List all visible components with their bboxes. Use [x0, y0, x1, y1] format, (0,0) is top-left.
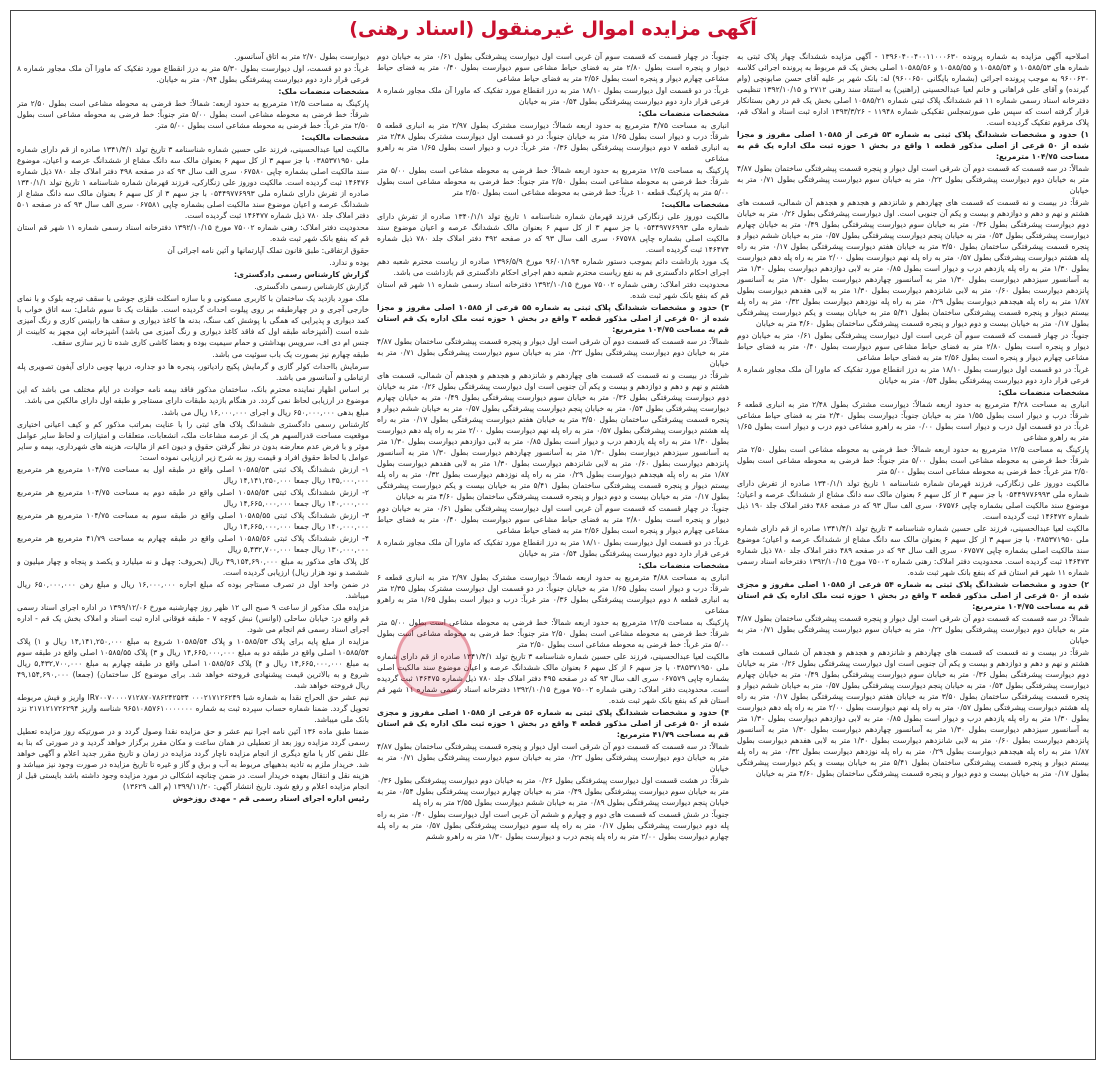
notice-paragraph: ۴- ارزش ششدانگ پلاک ثبتی ۱۰۵۸۵/۵۶ اصلی واقع در طبقه چهارم به مساحت ۴۱/۷۹ مترمربع هر مترمربع ۱۳۰,۰۰۰,۰۰۰ ریال جمعا ۵,۴۳۲,۷۰۰,۰۰۰ ریال [17, 534, 369, 554]
column-left [17, 51, 369, 1053]
notice-paragraph: ۲) حدود و مشخصات ششدانگ پلاک ثبتی به شماره ۵۴ فرعی از ۱۰۵۸۵ اصلی مفروز و مجزی شده از ۵۰ فرعی از اصلی مذکور قطعه ۳ واقع در بخش ۱ حوزه ثبت ملک اداره یک قم استان قم به مساحت ۱۰۴/۷۵ مترمربع: [737, 580, 1089, 611]
notice-paragraph: گزارش کارشناس رسمی دادگستری. [254, 282, 369, 291]
notice-paragraph: پارکینگ به مساحت ۱۲/۵ مترمربع به حدود اربعه شمالاً: خط فرضی به محوطه مشاعی است بطول ۵/۰۰ متر شرقاً: خط فرضی به محوطه مشاعی است بطول ۲/۵۰ متر جنوباً: خط فرضی به محوطه مشاعی است بطول ۵/۰۰ متر به پارکینگ قطعه ۱۰ غرباً: خط فرضی به محوطه مشاعی است بطول ۲/۵۰ متر [377, 166, 729, 197]
notice-paragraph: کل پلاک های مذکور به مبلغ ۴۹,۱۵۴,۶۹۰,۰۰۰ ریال (بحروف: چهل و نه میلیارد و یکصد و پنجاه و چهار میلیون و ششصد و نود هزار ریال) ارزیابی گردیده است. [17, 557, 369, 577]
notice-paragraph: شرقاً: در بیست و نه قسمت که قسمت های چهاردهم و شانزدهم و هجدهم و هجدهم آن شمالی قسمت های هشتم و نهم و دهم و دوازدهم و بیست و یکم آن جنوبی است اول دیوارست پیشرفتگی بطول ۰/۲۶ متر به خیابان دوم دیوارست پیشرفتگی بطول ۰/۳۶ متر به خیابان سوم دیوارست پیشرفتگی بطول ۰/۴۹ متر به خیابان چهارم دیوارست پیشرفتگی بطول ۰/۵۴ متر به خیابان پنجم دیوارست پیشرفتگی بطول ۰/۵۷ متر به خیابان ششم دیوار و پنجره قسمت پیشرفتگی ساختمان بطول ۳/۵۰ متر به خیابان هفتم دیوارست پیشرفتگی بطول ۰/۱۷ متر به راه پله هشتم دیوارست پیشرفتگی بطول ۰/۵۷ متر به راه پله نهم دیوارست بطول ۲/۰۰ متر به راه پله دهم دیوارست بطول ۱/۳۰ متر به راه پله یازدهم درب و دیوار است بطول ۰/۸۵ متر به لابی دوازدهم دیوارست بطول ۱/۳۰ متر به آسانسور سیزدهم دیوارست بطول ۱/۳۰ متر به آسانسور چهاردهم دیوارست بطول ۱/۳۰ متر به آسانسور پانزدهم دیوارست بطول ۰/۶۰ متر به لابی شانزدهم دیوارست بطول ۱/۳۰ متر به لابی هفدهم دیوارست بطول ۱/۸۷ متر به راه پله هیجدهم دیوارست بطول ۰/۲۹ متر به راه پله نوزدهم دیوارست بطول ۰/۳۲ متر به راه پله بیستم دیوار و پنجره قسمت پیشرفتگی ساختمان بطول ۵/۴۱ متر به خیابان بیست و یکم دیوارست پیشرفتگی بطول ۰/۱۷ متر به خیابان بیست و دوم دیوار و پنجره قسمت پیشرفتگی ساختمان بطول ۴/۶۰ متر به خیابان [737, 648, 1089, 778]
notice-body [17, 51, 1089, 1053]
notice-paragraph: محدودیت دفتر املاک: رهنی شماره ۷۵۰۰۲ مورخ ۱۳۹۲/۱۰/۱۵ دفترخانه اسناد رسمی شماره ۱۱ شهر قم استان قم که بنفع بانک شهر ثبت شده. [377, 280, 729, 300]
notice-paragraph: جنوباً: در چهار قسمت که قسمت سوم آن غربی است اول دیوارست پیشرفتگی بطول ۰/۶۱ متر به خیابان دوم دیوار و پنجره است بطول ۲/۸۰ متر به فضای حیاط مشاعی سوم دیوارست بطول ۰/۴۰ متر به فضای حیاط مشاعی چهارم دیوار و پنجره است بطول ۲/۵۶ متر به فضای حیاط مشاعی [737, 331, 1089, 362]
notice-paragraph: مشخصات مالکیت: [661, 200, 729, 209]
notice-paragraph: جنوباً: در شش قسمت که قسمت های دوم و چهارم و ششم آن غربی است اول دیوارست بطول ۰/۴۰ متر به راه پله دوم دیوارست پیشرفتگی بطول ۰/۱۷ متر به راه پله سوم دیوارست پیشرفتگی بطول ۰/۵۷ متر به راه پله چهارم دیوارست بطول ۲/۰۰ متر به راه پله پنجم درب و دیوارست بطول ۱/۳۰ متر به راهرو ششم [377, 810, 729, 841]
notice-page [10, 10, 1096, 1060]
notice-paragraph: ۱- ارزش ششدانگ پلاک ثبتی ۱۰۵۸۵/۵۳ اصلی واقع در طبقه اول به مساحت ۱۰۴/۷۵ مترمربع هر مترمربع ۱۳۵,۰۰۰,۰۰۰ ریال جمعا ۱۴,۱۴۱,۲۵۰,۰۰۰ ریال [17, 465, 369, 485]
notice-paragraph: ۲- ارزش ششدانگ پلاک ثبتی ۱۰۵۸۵/۵۴ اصلی واقع در طبقه دوم به مساحت ۱۰۴/۷۵ مترمربع هر مترمربع ۱۴۰,۰۰۰,۰۰۰ ریال جمعا ۱۴,۶۶۵,۰۰۰,۰۰۰ ریال [17, 488, 369, 508]
notice-paragraph: شمالاً: در سه قسمت که قسمت دوم آن شرقی است اول دیوار و پنجره قسمت پیشرفتگی ساختمان بطول ۴/۸۷ متر به خیابان دوم دیوارست پیشرفتگی بطول ۰/۲۲ متر به خیابان سوم دیوارست پیشرفتگی بطول ۰/۷۱ متر به خیابان [377, 337, 729, 368]
notice-paragraph: جنوباً: در چهار قسمت که قسمت سوم آن غربی است اول دیوارست پیشرفتگی بطول ۰/۶۱ متر به خیابان دوم دیوار و پنجره است بطول ۲/۸۰ متر به فضای حیاط مشاعی سوم دیوارست بطول ۰/۴۰ متر به فضای حیاط مشاعی چهارم دیوار و پنجره است بطول ۲/۵۶ متر به فضای حیاط مشاعی [377, 52, 729, 83]
notice-paragraph: غرباً: دو دو قسمت، اول دیوارست بطول ۵/۳۰ متر به درز انقطاع مورد تفکیک که ماورا آن ملک مجاور شماره ۸ فرعی قرار دارد دوم دیوارست پیشرفتگی بطول ۰/۹۴ متر به خیابان. [17, 64, 369, 84]
notice-header [11, 11, 1095, 47]
notice-paragraph: ملک مورد بازدید یک ساختمان با کاربری مسکونی و با سازه اسکلت فلزی جوشی با سقف تیرچه بلوک و با نمای خارجی آجری و در چهارطبقه بر روی پیلوت احداث گردیده است. طبقات یک تا سوم شامل: سه اتاق خواب با کمد دیواری و پذیرایی که همگی با پوشش کف سنگ، بدنه ها کاغذ دیواری و سقف ها رابیتس کاری و رنگ آمیزی شده است (آشپزخانه طبقه اول که فاقد کاغذ دیواری و رنگ آمیزی می باشد) آشپزخانه اپن مجهز به کابینت از جنس ام دی اف، سرویس بهداشتی و حمام سیمیت بوده و بعضا کاشی کاری شده تا زیر سازی سقف. [17, 294, 369, 347]
notice-paragraph: غرباً: در دو قسمت اول دیوارست بطول ۱۸/۱۰ متر به درز انقطاع مورد تفکیک که ماورا آن ملک مجاور شماره ۸ فرعی قرار دارد دوم دیوارست پیشرفتگی بطول ۰/۵۴ متر به خیابان [377, 538, 729, 558]
notice-paragraph: پارکینگ به مساحت ۱۲/۵ مترمربع به حدود اربعه شمالاً: خط فرضی به محوطه مشاعی است بطول ۵/۰۰ متر شرقاً: خط فرضی به محوطه مشاعی است بطول ۲/۵۰ متر جنوباً: خط فرضی به محوطه مشاعی است بطول ۵/۰۰ متر غرباً: خط فرضی به محوطه مشاعی است بطول ۲/۵۰ متر [377, 618, 729, 649]
notice-paragraph: پارکینگ به مساحت ۱۲/۵ مترمربع به حدود اربعه: شمالاً: خط فرضی به محوطه مشاعی است بطول ۲/۵۰ متر شرقاً: خط فرضی به محوطه مشاعی است بطول ۵/۰۰ متر جنوباً: خط فرضی به محوطه مشاعی است بطول ۲/۵۰ متر غرباً: خط فرضی به محوطه مشاعی است بطول ۵/۰۰ متر. [17, 99, 369, 130]
notice-paragraph: کارشناس رسمی دادگستری ششدانگ پلاک های ثبتی را با عنایت بمراتب مذکور کم و کیف اعیانی اختیاری موقعیت مساحت قدرالسهم هر یک از عرصه مشاعات ملک، انشعابات، متعلقات و امتیازات و لحاظ سایر عوامل موثر و با فرض عدم معارضه بدون در نظر گرفتن حقوق و دیون اعم از مالیات، هزینه های شهرداری، بیمه و سایر عوامل با لحاظ حقوق افراد و قیمت روز به شرح زیر ارزیابی نموده است: [17, 420, 369, 462]
notice-paragraph: دیوارست بطول ۲/۷۰ متر به اتاق آسانسور. [234, 52, 369, 61]
notice-paragraph: مشخصات منضمات ملک: [998, 388, 1089, 397]
notice-paragraph: ضمنا طبق ماده ۱۳۶ آئین نامه اجرا نیم عشر و حق مزایده نقدا وصول گردد و در صورتیکه روز مزایده تعطیل رسمی گردد مزایده روز بعد از تعطیلی در همان ساعت و مکان مقرر برگزار خواهد گردید و در صورتی که بنا به علل نقص کار یا مانع دیگری از انجام مزایده ناچار گردد مزایده در زمان و تاریخ مقرر جدید اعلام و آگهی خواهد شد. خریدار ملزم به تادیه بدهیهای مربوط به آب و برق و گاز و غیره تا تاریخ مزایده در صورت وجود نیز میباشد و هزینه نقل و انتقال بعهده خریدار است. در ضمن چنانچه اشکالی در مورد مزایده وجود داشته باشد بایستی قبل از انجام مزایده اعلام و رفع شود. تاریخ انتشار آگهی: ۱۳۹۹/۱۱/۲۰ (م الف ۱۳۶۲۹) [17, 727, 369, 791]
notice-paragraph: در ضمن واحد اول در تصرف مستاجر بوده که مبلغ اجاره ۱۶,۰۰۰,۰۰۰ ریال و مبلغ رهن ۶۵۰,۰۰۰,۰۰۰ ریال میباشد. [17, 580, 369, 600]
notice-paragraph: مشخصات مالکیت: [301, 133, 369, 142]
notice-paragraph: حقوق ارتفاقی: طبق قانون تملک آپارتمانها و آئین نامه اجرائی آن [167, 246, 369, 255]
notice-paragraph: مزایده از مبلغ پایه برای پلاک ۱۰۵۸۵/۵۳ و پلاک ۱۰۵۸۵/۵۴ شروع به مبلغ ۱۴,۱۴۱,۲۵۰,۰۰۰ ریال و ۱) پلاک ۱۰۵۸۵/۵۴ اصلی واقع در طبقه دو به مبلغ ۱۴,۶۶۵,۰۰۰,۰۰۰ ریال و ۳) پلاک ۱۰۵۸۵/۵۵ اصلی واقع در طبقه سوم به مبلغ ۱۴,۶۶۵,۰۰۰,۰۰۰ ریال و ۴) پلاک ۱۰۵۸۵/۵۶ اصلی واقع در طبقه چهارم به مبلغ ۵,۴۳۲,۷۰۰,۰۰۰ ریال شروع و به بالاترین قیمت پیشنهادی فروخته خواهد شد. برای موضوع کل ساختمان) (جمعا) ۴۹,۱۵۴,۶۹۰,۰۰۰ ریال فروخته خواهد شد. [17, 637, 369, 690]
notice-paragraph: غرباً: در دو قسمت اول دیوارست بطول ۱۸/۱۰ متر به درز انقطاع مورد تفکیک که ماورا آن ملک مجاور شماره ۸ فرعی قرار دارد دوم دیوارست پیشرفتگی بطول ۰/۵۴ متر به خیابان [737, 365, 1089, 385]
notice-paragraph: ۳- ارزش ششدانگ پلاک ثبتی ۱۰۵۸۵/۵۵ اصلی واقع در طبقه سوم به مساحت ۱۰۴/۷۵ مترمربع هر مترمربع ۱۴۰,۰۰۰,۰۰۰ ریال جمعا ۱۴,۶۶۵,۰۰۰,۰۰۰ ریال [17, 511, 369, 531]
notice-paragraph: شمالاً: در سه قسمت که قسمت دوم آن شرقی است اول دیوار و پنجره قسمت پیشرفتگی ساختمان بطول ۴/۸۷ متر به خیابان دوم دیوارست پیشرفتگی بطول ۰/۲۲ متر به خیابان سوم دیوارست پیشرفتگی بطول ۰/۷۱ متر به خیابان [377, 742, 729, 773]
notice-paragraph: مالکیت لعیا عبدالحسینی، فرزند علی حسین شماره شناسنامه ۳ تاریخ تولد ۱۳۴۱/۴/۱ صادره از قم دارای شماره ملی ۰۳۸۵۳۷۱۹۵۰ با جز سهم ۳ از کل سهم ۶ بعنوان مالک سه دانگ مشاع از ششدانگ عرصه و اعیان، موضوع سند مالکیت اصلی بشماره چاپی ۰۶۷۵۸۰ سری الف سال ۹۳ که در صفحه ۴۹۸ دفتر املاک جلد ۷۸۰ ذیل شماره ۱۴۶۴۷۶ ثبت گردیده است. مالکیت دوروز علی زنگارکی، فرزند قهرمان شماره شناسنامه ۱ تاریخ تولد ۱۳۴۰/۱/۱ صادره از تفرش دارای شماره ملی ۰۵۴۴۹۷۷۶۹۹۳ با جز سهم ۳ از کل سهم ۶ بعنوان مالک سه دانگ مشاع از ششدانگ عرصه و اعیان موضوع سند مالکیت اصلی بشماره چاپی ۰۶۷۵۸۱ سری الف سال ۹۳ که در صفحه ۵۰۱ دفتر املاک جلد ۷۸۰ ذیل شماره ۱۴۶۴۷۷ ثبت گردیده است. [17, 145, 369, 220]
notice-paragraph: اصلاحیه آگهی مزایده به شماره پرونده ۱۳۹۶۰۴۰۰۴۰۰۱۱۰۰۰۶۳۰ - آگهی مزایده ششدانگ چهار پلاک ثبتی به شماره های ۱۰۵۸۵/۵۳ و ۱۰۵۸۵/۵۴ و ۱۰۵۸۵/۵۵ و ۱۰۵۸۵/۵۶ اصلی بخش یک قم مربوط به پرونده اجرائی کلاسه ۹۶۰۰۶۳۰ به موجب پرونده اجرائی (بشماره بایگانی ۹۶۰۰۶۵۰) له: بانک شهر بر علیه آقای حسن صابونچی (وام گیرنده) و آقای علی فراهانی و خانم لعیا عبدالحسینی (راهنین) به استناد سند رهنی ۲۷۱۲ و ۱۳۹۲/۱۰/۱۵ تنظیمی دفترخانه اسناد رسمی شماره ۱۱ قم ششدانگ پلاک ثبتی شماره ۱۰۵۸۵/۲۱ اصلی بخش یک قم در رهن بستانکار قرار گرفته است که سپس طی صورتمجلس تفکیکی شماره ۱۱۹۴۸ - ۱۳۹۳/۳/۲۶ اداره ثبت اسناد و املاک قم، پلاک مرقوم تفکیک گردیده است. [737, 52, 1089, 127]
notice-paragraph: انباری به مساحت ۴/۷۵ مترمربع به حدود اربعه شمالاً: دیوارست مشترک بطول ۲/۹۷ متر به انباری قطعه ۵ شرقاً: درب و دیوار است بطول ۱/۶۵ متر به خیابان جنوباً: در دو قسمت اول دیوارست مشترک بطول ۲/۴۸ متر به انباری قطعه ۷ دوم دیوارست پیشرفتگی بطول ۰/۳۶ متر غرباً: درب و دیوار است بطول ۱/۶۵ متر به راهرو مشاعی [377, 121, 729, 163]
signature: رئیس اداره اجرای اسناد رسمی قم - مهدی روزخوش [172, 794, 369, 803]
notice-paragraph: مشخصات منضمات ملک: [638, 109, 729, 118]
notice-paragraph: سرمایش بااحداث کولر گازی و گرمایش پکیج رادیاتور، پنجره ها دو جداره، دربها چوبی دارای آیفون تصویری پله ارتباطی و آسانسور می باشد. [17, 362, 369, 382]
stamp-seal [396, 621, 472, 697]
notice-paragraph: مزایده ملک مذکور از ساعت ۹ صبح الی ۱۲ ظهر روز چهارشنبه مورخ ۱۳۹۹/۱۲/۰۶ در اداره اجرای اسناد رسمی قم واقع در: خیابان ساحلی (اوانس) نبش کوچه ۷ - طبقه فوقانی اداره ثبت اسناد و املاک بخش یک قم - اداره اجرای اسناد رسمی قم انجام می شود. [17, 603, 369, 634]
notice-paragraph: بر اساس اظهار نماینده محترم بانک، ساختمان مذکور فاقد بیمه نامه حوادث در ایام مختلف می باشد که این موضوع در ارزیابی لحاظ نمی گردد. در هنگام بازدید طبقات دارای مستاجر و طبقه اول دارای مالکین می باشد. [17, 385, 369, 405]
notice-paragraph: شمالاً: در سه قسمت که قسمت دوم آن شرقی است اول دیوار و پنجره قسمت پیشرفتگی ساختمان بطول ۴/۸۷ متر به خیابان دوم دیوارست پیشرفتگی بطول ۰/۲۲ متر به خیابان سوم دیوارست پیشرفتگی بطول ۰/۷۱ متر به خیابان [737, 614, 1089, 645]
notice-paragraph: جنوباً: در چهار قسمت که قسمت سوم آن غربی است اول دیوارست پیشرفتگی بطول ۰/۶۱ متر به خیابان دوم دیوار و پنجره است بطول ۲/۸۰ متر به فضای حیاط مشاعی سوم دیوارست بطول ۰/۴۰ متر به فضای حیاط مشاعی چهارم دیوار و پنجره است بطول ۲/۵۶ متر به فضای حیاط مشاعی [377, 504, 729, 535]
notice-paragraph: بوده و ندارد. [329, 258, 369, 267]
notice-paragraph: طبقه چهارم نیز بصورت یک باب سوئیت می باشد. [212, 350, 369, 359]
notice-paragraph: مالکیت دوروز علی زنگارکی، فرزند قهرمان شماره شناسنامه ۱ تاریخ تولد ۱۳۴۰/۱/۱ صادره از تفرش دارای شماره ملی ۰۵۴۴۹۷۷۶۹۹۳ با جز سهم ۳ از کل سهم ۶ بعنوان مالک سه دانگ مشاع از ششدانگ عرصه و اعیان؛ موضوع سند مالکیت اصلی بشماره چاپی ۰۶۷۵۷۶ سری الف سال ۹۳ که در صفحه ۴۸۶ دفتر املاک جلد ۱۹۰ ذیل شماره ۱۴۶۴۷۲ ثبت گردیده است. [737, 479, 1089, 521]
notice-paragraph: شرقاً: در بیست و نه قسمت که قسمت های چهاردهم و شانزدهم و هجدهم و هجدهم آن شمالی، قسمت های هشتم و نهم و دهم و دوازدهم و بیست و یکم آن جنوبی است. اول دیوارست پیشرفتگی بطول ۰/۲۶ متر به خیابان دوم دیوارست پیشرفتگی بطول ۰/۳۶ متر به خیابان سوم دیوارست پیشرفتگی بطول ۰/۴۹ متر به خیابان چهارم دیوارست پیشرفتگی بطول ۰/۵۴ متر به خیابان پنجم دیوارست پیشرفتگی بطول ۰/۵۷ متر به خیابان ششم دیوار و پنجره قسمت پیشرفتگی ساختمان بطول ۳/۵۰ متر به خیابان هفتم دیوارست پیشرفتگی بطول ۰/۱۷ متر به راه پله هشتم دیوارست پیشرفتگی بطول ۰/۵۷ متر به راه پله نهم دیوارست بطول ۲/۰۰ متر به راه پله دهم دیوارست بطول ۱/۳۰ متر به راه پله یازدهم درب و دیوار است بطول ۰/۸۵ متر به لابی دوازدهم دیوارست بطول ۱/۳۰ متر به آسانسور سیزدهم دیوارست بطول ۱/۳۰ متر به آسانسور چهاردهم دیوارست بطول ۱/۳۰ متر به آسانسور پانزدهم دیوارست بطول ۰/۶۰ متر به لابی شانزدهم دیوارست بطول ۱/۳۰ متر به لابی هفدهم دیوارست بطول ۱/۸۷ متر به راه پله هیجدهم دیوارست بطول ۰/۲۹ متر به راه پله نوزدهم دیوارست بطول ۰/۳۲ متر به راه پله بیستم دیوار و پنجره قسمت پیشرفتگی ساختمان بطول ۵/۴۱ متر به خیابان بیست و یکم دیوارست پیشرفتگی بطول ۰/۱۷ متر به خیابان بیست و دوم دیوار و پنجره قسمت پیشرفتگی ساختمان بطول ۴/۶۰ متر به خیابان [737, 198, 1089, 328]
notice-paragraph: پارکینگ به مساحت ۱۲/۵ مترمربع به حدود اربعه شمالاً: خط فرضی به محوطه مشاعی است بطول ۲/۵۰ متر شرقاً: خط فرضی به محوطه مشاعی است بطول ۵/۰۰ متر جنوباً: خط فرضی به محوطه مشاعی است بطول ۲/۵۰ متر غرباً: خط فرضی به محوطه مشاعی است بطول ۵/۰۰ متر [737, 445, 1089, 476]
notice-paragraph: مبلغ بدهی ۶۵۰,۰۰۰,۰۰۰ ریال و اجرای ۱۶,۰۰۰,۰۰۰ ریال می باشد. [161, 408, 369, 417]
notice-paragraph: مالکیت لعیا عبدالحسینی، فرزند علی حسین شماره شناسنامه ۳ تاریخ تولد ۱۳۴۱/۴/۱ صادره از قم دارای شماره ملی ۰۳۸۵۳۷۱۹۵۰ با جز سهم ۶ از کل سهم ۶ بعنوان مالک ششدانگ عرصه و اعیان موضوع سند مالکیت اصلی بشماره چاپی ۰۶۷۵۷۹ سری الف سال ۹۳ که در صفحه ۴۹۵ دفتر املاک جلد ۷۸۰ ذیل شماره ۱۴۶۴۷۵ ثبت گردیده است. محدودیت دفتر املاک: رهنی شماره ۷۵۰۰۲ مورخ ۱۳۹۲/۱۰/۱۵ دفترخانه اسناد رسمی شماره ۱۱ شهر قم استان قم که بنفع بانک شهر ثبت شده. [377, 652, 729, 705]
notice-paragraph: مشخصات منضمات ملک: [638, 561, 729, 570]
notice-paragraph: ۳) حدود و مشخصات ششدانگ پلاک ثبتی به شماره ۵۵ فرعی از ۱۰۵۸۵ اصلی مفروز و مجزا شده از ۵۰ فرعی از اصلی مذکور قطعه ۳ واقع در بخش ۱ حوزه ثبت ملک اداره یک قم استان قم به مساحت ۱۰۴/۷۵ مترمربع: [377, 303, 729, 334]
notice-paragraph: گزارش کارشناس رسمی دادگستری: [233, 270, 369, 279]
notice-paragraph: غرباً: در دو قسمت اول دیوارست بطول ۱۸/۱۰ متر به درز انقطاع مورد تفکیک که ماورا آن ملک مجاور شماره ۸ فرعی قرار دارد دوم دیوارست پیشرفتگی بطول ۰/۵۴ متر به خیابان [377, 86, 729, 106]
notice-paragraph: ۴) حدود و مشخصات ششدانگ پلاک ثبتی به شماره ۵۶ فرعی از ۱۰۵۸۵ اصلی مفروز و مجزی شده از ۵۰ فرعی از اصلی مذکور قطعه ۴ واقع در بخش ۱ حوزه ثبت ملک اداره یک قم استان قم به مساحت ۴۱/۷۹ مترمربع: [377, 708, 729, 739]
notice-paragraph: شمالاً: در سه قسمت که قسمت دوم آن شرقی است اول دیوار و پنجره قسمت پیشرفتگی ساختمان بطول ۴/۸۷ متر به خیابان دوم دیوارست پیشرفتگی بطول ۰/۲۲ متر به خیابان سوم دیوارست پیشرفتگی بطول ۰/۷۱ متر به خیابان [737, 164, 1089, 195]
notice-paragraph: نیم عشر حق الحراج نقدا به شماره شبا IR۷۰۰۷۰۰۰۰۷۱۲۸۷۰۷۸۶۲۴۲۵۳۴ ۰۰۰۲۱۷۱۲۶۲۴۹ واریز و فیش مربوطه تحویل گردد. ضمنا شماره حساب سپرده ثبت به شماره ۹۶۵۱۰۸۵۷۶۱۰۰۰۰۰۰۰ شناسه واریز ۲۱۷۱۲۱۷۲۶۲۹۴ نزد بانک ملی میباشد. [17, 693, 369, 724]
notice-paragraph: یک مورد بازداشت دائم بموجب دستور شماره ۹۶/۰۱/۱۹۴ مورخ ۱۳۹۶/۵/۹ صادره از ریاست محترم شعبه دهم اجرای احکام دادگستری قم به نفع ریاست محترم شعبه دهم اجرای احکام دادگستری قم بازداشت می باشد. [377, 257, 729, 277]
notice-paragraph: شرقاً: در هشت قسمت اول دیوارست پیشرفتگی بطول ۰/۲۶ متر به خیابان دوم دیوارست پیشرفتگی بطول ۰/۳۶ متر به خیابان سوم دیوارست پیشرفتگی بطول ۰/۴۹ متر به خیابان چهارم دیوارست پیشرفتگی بطول ۰/۵۴ متر به خیابان پنجم دیوارست پیشرفتگی بطول ۰/۸۹ متر به خیابان ششم دیوارست بطول ۲/۵۵ متر به راه پله [377, 776, 729, 807]
notice-paragraph: محدودیت دفتر املاک: رهنی شماره ۷۵۰۰۲ مورخ ۱۳۹۲/۱۰/۱۵ دفترخانه اسناد رسمی شماره ۱۱ شهر قم استان قم که بنفع بانک شهر ثبت شده. [17, 223, 369, 243]
notice-paragraph: شرقاً: در بیست و نه قسمت که قسمت های چهاردهم و شانزدهم و هجدهم و هجدهم آن شمالی، قسمت های هشتم و نهم و دهم و دوازدهم و بیست و یکم آن جنوبی است اول دیوارست پیشرفتگی بطول ۰/۲۶ متر به خیابان دوم دیوارست پیشرفتگی بطول ۰/۳۶ متر به خیابان سوم دیوارست پیشرفتگی بطول ۰/۴۹ متر به خیابان چهارم دیوارست پیشرفتگی بطول ۰/۵۴ متر به خیابان پنجم دیوارست پیشرفتگی بطول ۰/۵۷ متر به خیابان ششم دیوار و پنجره قسمت پیشرفتگی ساختمان بطول ۳/۵۰ متر به خیابان هفتم دیوارست پیشرفتگی بطول ۰/۱۷ متر به راه پله هشتم دیوارست پیشرفتگی بطول ۰/۵۷ متر به راه پله نهم دیوارست بطول ۲/۰۰ متر به راه پله دهم دیوارست بطول ۱/۳۰ متر به راه پله یازدهم درب و دیوار است بطول ۰/۸۵ متر به لابی دوازدهم دیوارست بطول ۱/۳۰ متر به آسانسور سیزدهم دیوارست بطول ۱/۳۰ متر به آسانسور چهاردهم دیوارست بطول ۱/۳۰ متر به آسانسور پانزدهم دیوارست بطول ۰/۶۰ متر به لابی شانزدهم دیوارست بطول ۱/۳۰ متر به لابی هفدهم دیوارست بطول ۱/۸۷ متر به راه پله هیجدهم دیوارست بطول ۰/۲۹ متر به راه پله نوزدهم دیوارست بطول ۰/۳۲ متر به راه پله بیستم دیوار و پنجره قسمت پیشرفتگی ساختمان بطول ۵/۴۱ متر به خیابان بیست و یکم دیوارست پیشرفتگی بطول ۰/۱۷ متر به خیابان بیست و دوم دیوار و پنجره قسمت پیشرفتگی ساختمان بطول ۴/۶۰ متر به خیابان [377, 371, 729, 501]
notice-paragraph: مشخصات منضمات ملک: [278, 87, 369, 96]
column-right [737, 51, 1089, 1053]
column-middle [377, 51, 729, 1053]
notice-paragraph: انباری به مساحت ۴/۸۸ مترمربع به حدود اربعه شمالاً: دیوارست مشترک بطول ۲/۹۷ متر به انباری قطعه ۶ شرقاً: درب و دیوار است بطول ۱/۶۵ متر به خیابان جنوباً: در دو قسمت اول دیوارست مشترک بطول ۲/۳۵ متر به انباری قطعه ۸ دوم دیوارست پیشرفتگی بطول ۰/۳۶ متر غرباً: درب و دیوار است بطول ۱/۶۵ متر به راهرو مشاعی [377, 573, 729, 615]
notice-paragraph: ۱) حدود و مشخصات ششدانگ پلاک ثبتی به شماره ۵۳ فرعی از ۱۰۵۸۵ اصلی مفروز و مجزا شده از ۵۰ فرعی از اصلی مذکور قطعه ۱ واقع در بخش ۱ حوزه ثبت ملک اداره یک قم به مساحت ۱۰۴/۷۵ مترمربع: [737, 130, 1089, 161]
notice-title: آگهی مزایده اموال غیرمنقول (اسناد رهنی) [349, 18, 757, 40]
notice-paragraph: مالکیت لعیا عبدالحسینی، فرزند علی حسین شماره شناسنامه ۳ تاریخ تولد ۱۳۴۱/۴/۱ صادره از قم دارای شماره ملی ۰۳۸۵۳۷۱۹۵۰ با جز سهم ۳ از کل سهم ۶ بعنوان مالک سه دانگ مشاع از ششدانگ عرصه و اعیان؛ موضوع سند مالکیت اصلی بشماره چاپی ۰۶۷۵۷۷ سری الف سال ۹۳ که در صفحه ۴۸۹ دفتر املاک جلد ۷۸۰ ذیل شماره ۱۴۶۴۷۳ ثبت گردیده است. محدودیت دفتر املاک: رهنی شماره ۷۵۰۰۲ مورخ ۱۳۹۲/۱۰/۱۵ دفترخانه اسناد رسمی شماره ۱۱ شهر قم استان قم که بنفع بانک شهر ثبت شده. [737, 524, 1089, 577]
notice-paragraph: انباری به مساحت ۴/۲۸ مترمربع به حدود اربعه شمالاً: دیوارست مشترک بطول ۲/۴۸ متر به انباری قطعه ۶ شرقاً: درب و دیوار است بطول ۱/۵۵ متر به خیابان جنوباً: دیوارست بطول ۲/۴۰ متر به فضای حیاط مشاعی غرباً: در دو قسمت اول درب و دیوار است بطول ۰/۰۰ متر به راهرو مشاعی دوم درب و دیوار است بطول ۱/۶۵ متر به راهرو مشاعی [737, 400, 1089, 442]
notice-paragraph: مالکیت دوروز علی زنگارکی فرزند قهرمان شماره شناسنامه ۱ تاریخ تولد ۱۳۴۰/۱/۱ صادره از تفرش دارای شماره ملی ۰۵۴۴۹۷۷۶۹۹۳ با جز سهم ۳ از کل سهم ۶ بعنوان مالک ششدانگ عرصه و اعیان موضوع سند مالکیت اصلی بشماره چاپی ۰۶۷۵۷۸ سری الف سال ۹۳ که در صفحه ۴۹۲ دفتر املاک جلد ۷۸۰ ذیل شماره ۱۴۶۴۷۴ ثبت گردیده است. [377, 212, 729, 254]
